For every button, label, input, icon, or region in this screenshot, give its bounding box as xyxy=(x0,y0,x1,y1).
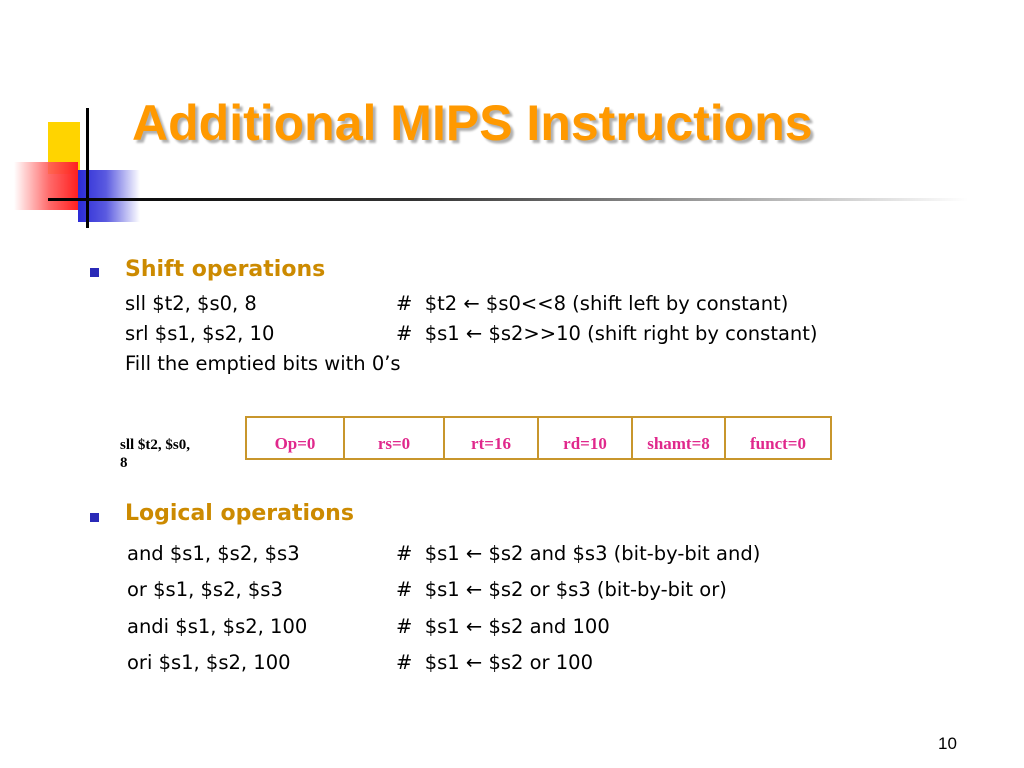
format-label-line-2: 8 xyxy=(120,455,128,471)
field-op: Op=0 xyxy=(247,418,345,458)
logical-line-4-code: ori $s1, $s2, 100 xyxy=(127,651,291,674)
logical-line-1-comment: # $s1 ← $s2 and $s3 (bit-by-bit and) xyxy=(396,542,761,565)
logical-line-1-code: and $s1, $s2, $s3 xyxy=(127,542,300,565)
field-funct: funct=0 xyxy=(750,434,806,453)
field-rt: rt=16 xyxy=(445,418,539,458)
instruction-format-table xyxy=(245,416,832,460)
slide-title: Additional MIPS Instructions xyxy=(132,95,813,151)
vertical-rule xyxy=(86,108,89,228)
field-rs: rs=0 xyxy=(345,418,445,458)
logical-line-4-comment: # $s1 ← $s2 or 100 xyxy=(396,651,593,674)
shift-heading: Shift operations xyxy=(125,257,326,282)
shift-line-1-comment: # $t2 ← $s0<<8 (shift left by constant) xyxy=(396,292,789,315)
bullet-shift-icon xyxy=(90,268,99,277)
field-shamt: shamt=8 xyxy=(633,418,726,458)
title-underline xyxy=(48,198,968,201)
format-label xyxy=(120,436,230,472)
shift-line-2-comment: # $s1 ← $s2>>10 (shift right by constant) xyxy=(396,322,818,345)
page-number: 10 xyxy=(938,734,957,753)
red-square xyxy=(14,162,78,210)
format-label-line-1: sll $t2, $s0, xyxy=(120,437,191,453)
logical-line-2-code: or $s1, $s2, $s3 xyxy=(127,578,283,601)
logical-line-3-comment: # $s1 ← $s2 and 100 xyxy=(396,615,610,638)
logical-line-2-comment: # $s1 ← $s2 or $s3 (bit-by-bit or) xyxy=(396,578,727,601)
shift-line-1-code: sll $t2, $s0, 8 xyxy=(125,292,257,315)
shift-note: Fill the emptied bits with 0’s xyxy=(125,352,401,375)
bullet-logical-icon xyxy=(90,513,99,522)
logical-line-3-code: andi $s1, $s2, 100 xyxy=(127,615,308,638)
shift-line-2-code: srl $s1, $s2, 10 xyxy=(125,322,275,345)
logical-heading: Logical operations xyxy=(125,501,354,526)
corner-decoration xyxy=(0,0,150,240)
field-rd: rd=10 xyxy=(539,418,633,458)
